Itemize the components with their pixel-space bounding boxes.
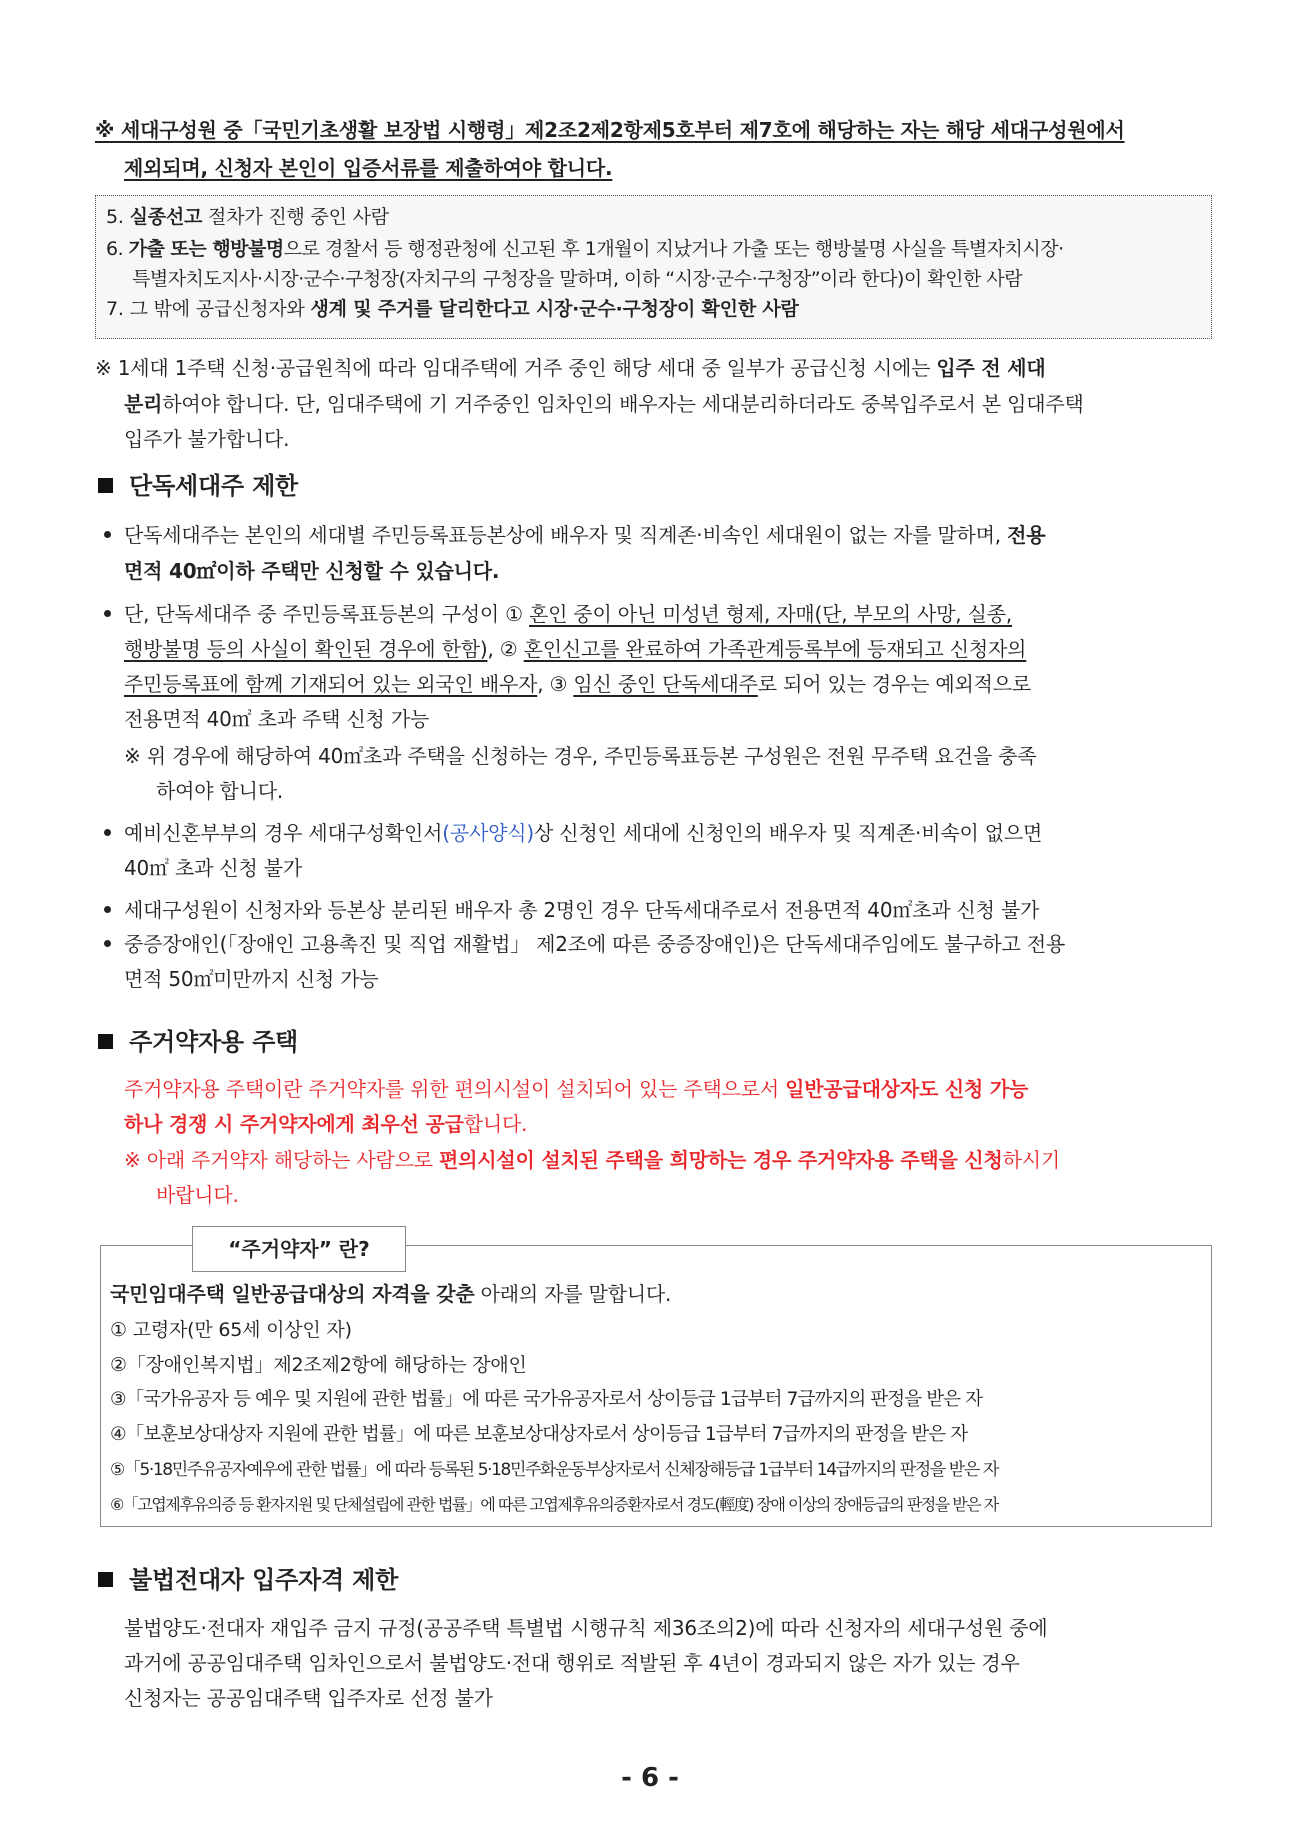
s1-bullet1-line1: 단독세대주는 본인의 세대별 주민등록표등본상에 배우자 및 직계존·비속인 세대원이 없는 자를 말하며, 전용 bbox=[124, 523, 1046, 547]
top-note-line2: 제외되며, 신청자 본인이 입증서류를 제출하여야 합니다. bbox=[124, 156, 613, 180]
s1-bullet2-line3: 주민등록표에 함께 기재되어 있는 외국인 배우자, ③ 임신 중인 단독세대주로 되어 있는 경우는 예외적으로 bbox=[124, 672, 1031, 696]
definition-item-4: ④「보훈보상대상자 지원에 관한 법률」에 따른 보훈보상대상자로서 상이등급 1급부터 7급까지의 판정을 받은 자 bbox=[110, 1424, 968, 1445]
s1-bullet2-line4: 전용면적 40㎡ 초과 주택 신청 가능 bbox=[124, 707, 430, 731]
note-item-6-line2: 특별자치도지사·시장·군수·구청장(자치구의 구청장을 말하며, 이하 “시장·군수·구청장”이라 한다)이 확인한 사람 bbox=[132, 268, 1023, 290]
section-illegal-sublease-heading: 불법전대자 입주자격 제한 bbox=[98, 1562, 398, 1598]
bullet-dot-icon bbox=[104, 892, 111, 928]
one-house-note-line3: 입주가 불가합니다. bbox=[124, 427, 290, 451]
s2-line1: 주거약자용 주택이란 주거약자를 위한 편의시설이 설치되어 있는 주택으로서 일반공급대상자도 신청 가능 bbox=[124, 1077, 1029, 1101]
section-single-householder-heading: 단독세대주 제한 bbox=[98, 468, 298, 504]
definition-intro: 국민임대주택 일반공급대상의 자격을 갖춘 아래의 자를 말합니다. bbox=[110, 1282, 672, 1306]
s1-bullet5-line2: 면적 50㎡미만까지 신청 가능 bbox=[124, 967, 379, 991]
bullet-dot-icon bbox=[104, 926, 111, 962]
section-weak-housing-heading: 주거약자용 주택 bbox=[98, 1024, 298, 1060]
s1-bullet2-line1: 단, 단독세대주 중 주민등록표등본의 구성이 ① 혼인 중이 아닌 미성년 형제, 자매(단, 부모의 사망, 실종, bbox=[124, 602, 1013, 626]
square-bullet-icon bbox=[98, 1034, 113, 1049]
square-bullet-icon bbox=[98, 1572, 113, 1587]
s1-bullet4: 세대구성원이 신청자와 등본상 분리된 배우자 총 2명인 경우 단독세대주로서 전용면적 40㎡초과 신청 불가 bbox=[124, 898, 1040, 922]
s2-note-line1: ※ 아래 주거약자 해당하는 사람으로 편의시설이 설치된 주택을 희망하는 경우 주거약자용 주택을 신청하시기 bbox=[124, 1148, 1060, 1172]
top-note-line1: ※ 세대구성원 중「국민기초생활 보장법 시행령」제2조2제2항제5호부터 제7호에 해당하는 자는 해당 세대구성원에서 bbox=[95, 118, 1125, 142]
note-item-5: 5. 실종선고 절차가 진행 중인 사람 bbox=[106, 206, 389, 228]
s1-bullet2-note-line2: 하여야 합니다. bbox=[156, 779, 284, 803]
bullet-dot-icon bbox=[104, 517, 111, 553]
one-house-note-line1: ※ 1세대 1주택 신청·공급원칙에 따라 임대주택에 거주 중인 해당 세대 중 일부가 공급신청 시에는 입주 전 세대 bbox=[95, 356, 1046, 380]
bullet-dot-icon bbox=[104, 815, 111, 851]
s1-bullet2-note-line1: ※ 위 경우에 해당하여 40㎡초과 주택을 신청하는 경우, 주민등록표등본 구성원은 전원 무주택 요건을 충족 bbox=[124, 744, 1037, 768]
bullet-dot-icon bbox=[104, 596, 111, 632]
s2-line2: 하나 경쟁 시 주거약자에게 최우선 공급합니다. bbox=[124, 1112, 528, 1136]
page-number: - 6 - bbox=[621, 1763, 679, 1793]
s1-bullet2-line2: 행방불명 등의 사실이 확인된 경우에 한함), ② 혼인신고를 완료하여 가족관계등록부에 등재되고 신청자의 bbox=[124, 637, 1027, 661]
definition-item-1: ① 고령자(만 65세 이상인 자) bbox=[110, 1319, 352, 1341]
one-house-note-line2: 분리하여야 합니다. 단, 임대주택에 기 거주중인 임차인의 배우자는 세대분리하더라도 중복입주로서 본 임대주택 bbox=[124, 392, 1084, 416]
definition-item-5: ⑤「5·18민주유공자예우에 관한 법률」에 따라 등록된 5·18민주화운동부상자로서 신체장해등급 1급부터 14급까지의 판정을 받은 자 bbox=[110, 1460, 998, 1480]
definition-item-2: ②「장애인복지법」제2조제2항에 해당하는 장애인 bbox=[110, 1354, 527, 1376]
s3-line2: 과거에 공공임대주택 임차인으로서 불법양도·전대 행위로 적발된 후 4년이 경과되지 않은 자가 있는 경우 bbox=[124, 1651, 1020, 1675]
note-item-6: 6. 가출 또는 행방불명으로 경찰서 등 행정관청에 신고된 후 1개월이 지났거나 가출 또는 행방불명 사실을 특별자치시장· bbox=[106, 238, 1064, 260]
definition-box-tab: “주거약자” 란? bbox=[192, 1226, 406, 1272]
s3-line1: 불법양도·전대자 재입주 금지 규정(공공주택 특별법 시행규칙 제36조의2)에 따라 신청자의 세대구성원 중에 bbox=[124, 1616, 1048, 1640]
s3-line3: 신청자는 공공임대주택 입주자로 선정 불가 bbox=[124, 1686, 493, 1710]
s1-bullet3-line1: 예비신혼부부의 경우 세대구성확인서(공사양식)상 신청인 세대에 신청인의 배우자 및 직계존·비속이 없으면 bbox=[124, 821, 1043, 845]
definition-item-6: ⑥「고엽제후유의증 등 환자지원 및 단체설립에 관한 법률」에 따른 고엽제후유의증환자로서 경도(輕度) 장애 이상의 장애등급의 판정을 받은 자 bbox=[110, 1495, 998, 1514]
s1-bullet1-line2: 면적 40㎡이하 주택만 신청할 수 있습니다. bbox=[124, 559, 500, 583]
s1-bullet5-line1: 중증장애인(「장애인 고용촉진 및 직업 재활법」 제2조에 따른 중증장애인)은 단독세대주임에도 불구하고 전용 bbox=[124, 932, 1066, 956]
note-item-7: 7. 그 밖에 공급신청자와 생계 및 주거를 달리한다고 시장·군수·구청장이 확인한 사람 bbox=[106, 298, 799, 320]
s2-note-line2: 바랍니다. bbox=[156, 1183, 239, 1207]
s1-bullet3-line2: 40㎡ 초과 신청 불가 bbox=[124, 856, 303, 880]
definition-item-3: ③「국가유공자 등 예우 및 지원에 관한 법률」에 따른 국가유공자로서 상이등급 1급부터 7급까지의 판정을 받은 자 bbox=[110, 1389, 983, 1410]
square-bullet-icon bbox=[98, 478, 113, 493]
